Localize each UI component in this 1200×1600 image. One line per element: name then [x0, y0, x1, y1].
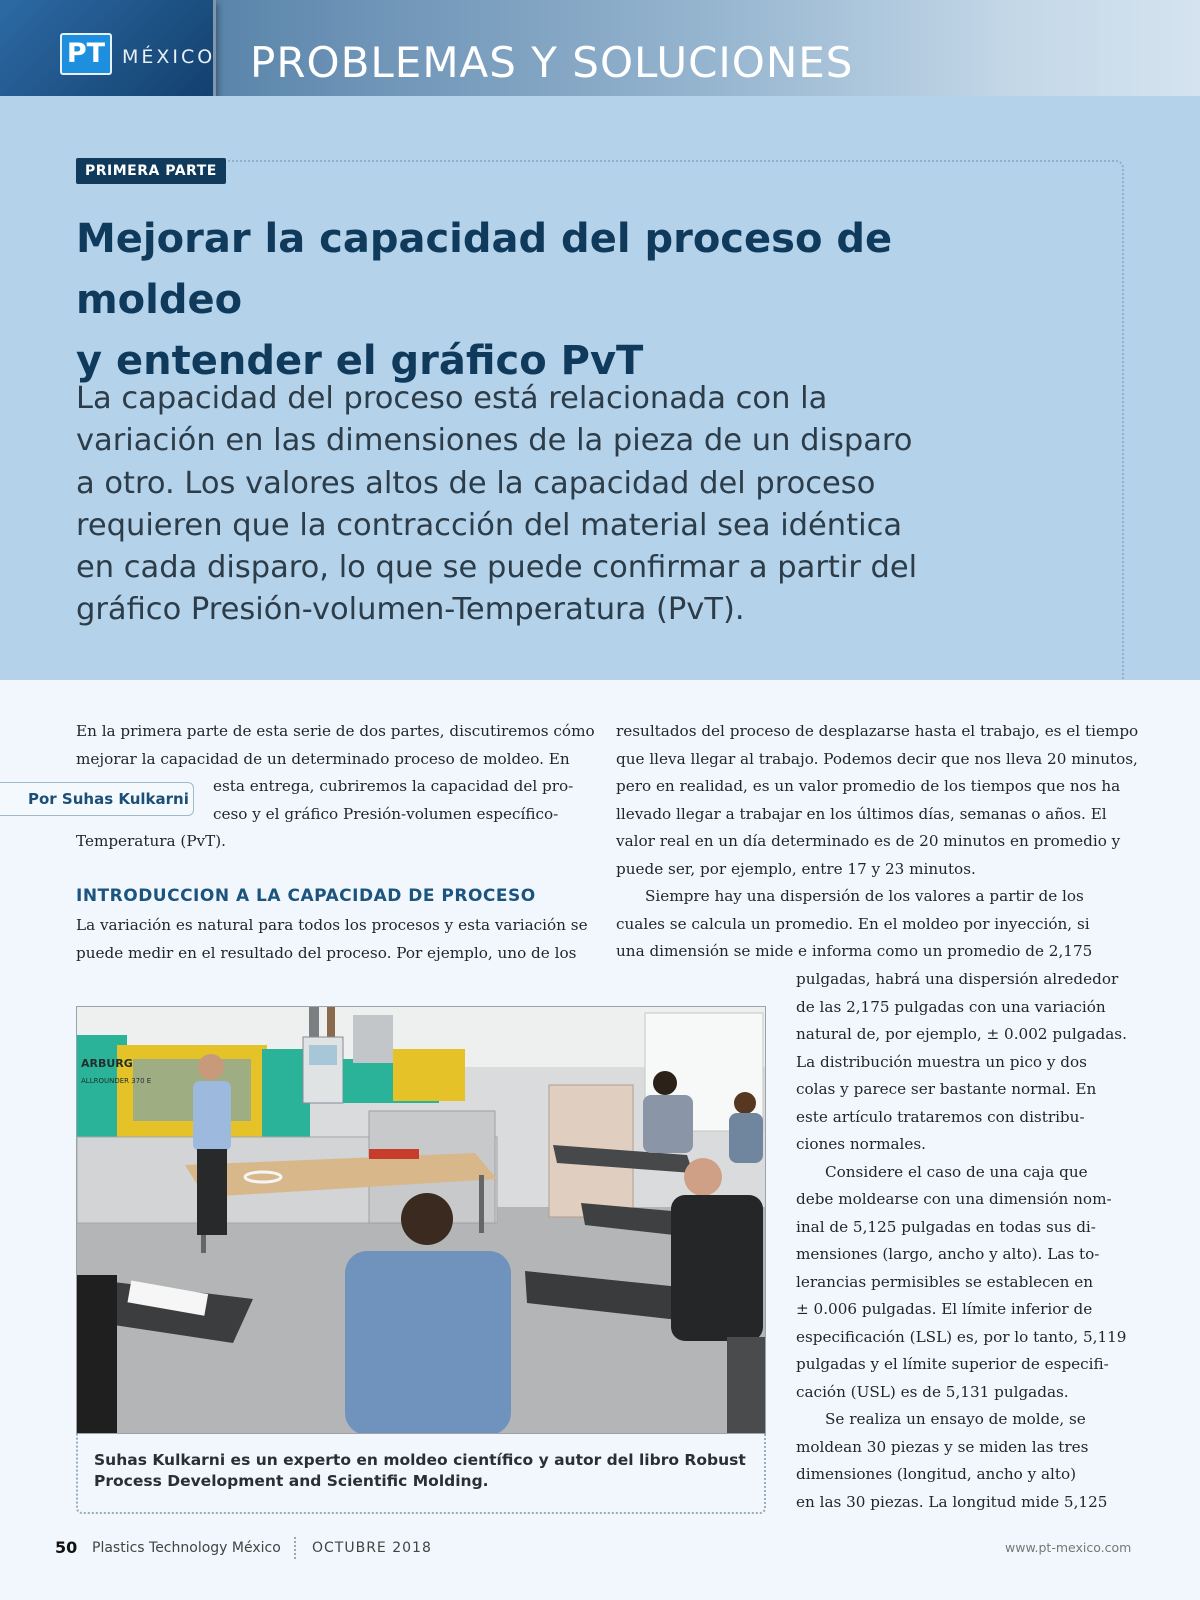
- pt-logo-mark: PT: [60, 33, 112, 75]
- text-line: lerancias permisibles se establecen en: [796, 1272, 1094, 1291]
- text-line: este artículo trataremos con distribu-: [796, 1107, 1085, 1126]
- headline-line: y entender el gráfico PvT: [76, 338, 644, 384]
- headline-line: Mejorar la capacidad del proceso de moldeo: [76, 216, 893, 323]
- photo-caption: Suhas Kulkarni es un experto en moldeo científico y autor del libro Robust Process Development and Scientific Molding.: [94, 1451, 746, 1490]
- text-line: ciones normales.: [796, 1135, 927, 1153]
- machine-model: ALLROUNDER 370 E: [81, 1077, 152, 1085]
- intro-paragraph: [76, 718, 595, 856]
- deck-line: en cada disparo, lo que se puede confirmar a partir del: [76, 550, 918, 586]
- text-line: inal de 5,125 pulgadas en todas sus di-: [796, 1217, 1096, 1236]
- injection-unit: [393, 1049, 465, 1101]
- text-line: dimensiones (longitud, ancho y alto): [796, 1465, 1077, 1483]
- text-line: resultados del proceso de desplazarse hasta el trabajo, es el tiempo: [616, 722, 1139, 740]
- body-paragraph: [796, 966, 1127, 1516]
- body-paragraph: [616, 718, 1138, 966]
- text-line: valor real en un día determinado es de 20 minutos en promedio y: [616, 832, 1121, 850]
- text-line: una dimensión se mide e informa como un promedio de 2,175: [616, 942, 1093, 960]
- article-headline: [76, 209, 1056, 392]
- section-title: PROBLEMAS Y SOLUCIONES: [250, 38, 854, 87]
- author-byline[interactable]: Por Suhas Kulkarni: [0, 782, 194, 816]
- text-line: cación (USL) es de 5,131 pulgadas.: [796, 1382, 1069, 1401]
- footer-separator: [294, 1537, 296, 1559]
- magazine-logo[interactable]: [0, 0, 216, 106]
- edition-label: MÉXICO: [122, 46, 216, 68]
- publication-name: Plastics Technology México: [92, 1540, 281, 1556]
- text-line: mejorar la capacidad de un determinado proceso de moldeo. En: [76, 749, 570, 768]
- website-link[interactable]: www.pt-mexico.com: [1005, 1540, 1132, 1555]
- text-line: debe moldearse con una dimensión nom-: [796, 1190, 1112, 1208]
- deck-line: gráfico Presión-volumen-Temperatura (PvT).: [76, 592, 745, 628]
- text-line: moldean 30 piezas y se miden las tres: [796, 1437, 1089, 1456]
- text-line: especificación (LSL) es, por lo tanto, 5,119: [796, 1327, 1127, 1346]
- text-line: natural de, por ejemplo, ± 0.002 pulgadas.: [796, 1025, 1127, 1043]
- text-line: Temperatura (PvT).: [76, 832, 226, 850]
- text-line: cuales se calcula un promedio. En el moldeo por inyección, si: [616, 914, 1090, 933]
- student: [643, 1095, 693, 1153]
- text-line: En la primera parte de esta serie de dos partes, discutiremos cómo: [76, 722, 595, 740]
- text-line: ± 0.006 pulgadas. El límite inferior de: [796, 1300, 1093, 1318]
- text-line: Siempre hay una dispersión de los valores a partir de los: [645, 887, 1084, 905]
- series-kicker: PRIMERA PARTE: [76, 158, 226, 184]
- deck-line: La capacidad del proceso está relacionada con la: [76, 381, 828, 416]
- text-line: Considere el caso de una caja que: [825, 1162, 1088, 1181]
- deck-line: requieren que la contracción del material sea idéntica: [76, 507, 903, 543]
- text-line: Se realiza un ensayo de molde, se: [825, 1410, 1086, 1428]
- issue-date: OCTUBRE 2018: [312, 1540, 432, 1556]
- text-line: ceso y el gráfico Presión-volumen específico-: [213, 804, 559, 823]
- text-line: de las 2,175 pulgadas con una variación: [796, 997, 1106, 1016]
- machine-brand: ARBURG: [81, 1057, 133, 1070]
- article-deck: [76, 378, 1026, 632]
- presenter-head: [198, 1054, 224, 1080]
- text-line: en las 30 piezas. La longitud mide 5,125: [796, 1492, 1108, 1511]
- hero-panel: [0, 96, 1200, 680]
- section-subhead: INTRODUCCION A LA CAPACIDAD DE PROCESO: [76, 886, 536, 906]
- text-line: pulgadas y el límite superior de especifi-: [796, 1355, 1109, 1373]
- text-line: puede ser, por ejemplo, entre 17 y 23 minutos.: [616, 859, 976, 878]
- student: [671, 1195, 763, 1341]
- body-paragraph: [76, 912, 588, 967]
- text-line: esta entrega, cubriremos la capacidad del pro-: [213, 777, 574, 795]
- presenter-shirt: [193, 1081, 231, 1151]
- text-line: llevado llegar a trabajar en los últimos días, semanas o años. El: [616, 804, 1107, 823]
- text-line: colas y parece ser bastante normal. En: [796, 1080, 1097, 1098]
- classroom-photo[interactable]: [76, 1006, 766, 1434]
- text-line: La distribución muestra un pico y dos: [796, 1052, 1087, 1071]
- deck-line: a otro. Los valores altos de la capacidad del proceso: [76, 465, 876, 501]
- page-number: 50: [55, 1538, 78, 1557]
- text-line: pero en realidad, es un valor promedio de los tiempos que nos ha: [616, 777, 1121, 795]
- text-line: que lleva llegar al trabajo. Podemos decir que nos lleva 20 minutos,: [616, 749, 1138, 768]
- text-line: pulgadas, habrá una dispersión alrededor: [796, 970, 1119, 988]
- deck-line: variación en las dimensiones de la pieza de un disparo: [76, 423, 913, 459]
- text-line: mensiones (largo, ancho y alto). Las to-: [796, 1245, 1100, 1263]
- text-line: puede medir en el resultado del proceso. Por ejemplo, uno de los: [76, 943, 577, 962]
- student-foreground: [345, 1251, 511, 1434]
- text-line: La variación es natural para todos los procesos y esta variación se: [76, 916, 588, 934]
